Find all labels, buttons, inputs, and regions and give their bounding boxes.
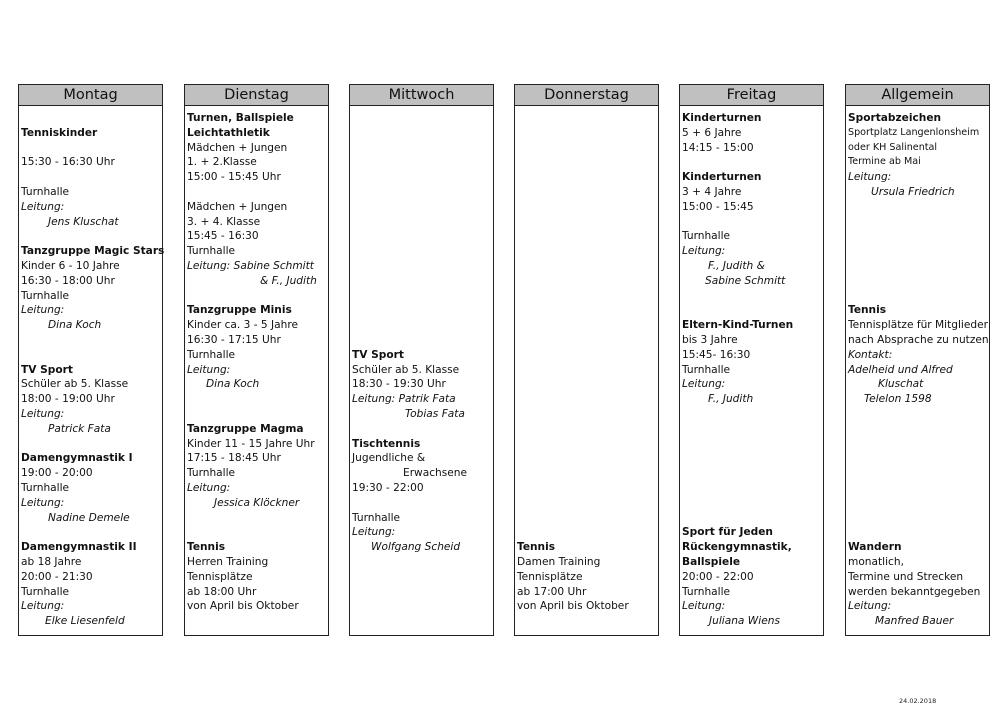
entry-title: Tennis xyxy=(517,541,556,554)
column-header: Donnerstag xyxy=(515,85,658,106)
entry-title: Tanzgruppe Magma xyxy=(187,422,304,435)
entry-text: Damen Training xyxy=(517,556,601,568)
entry-leader: Leitung: xyxy=(21,496,65,509)
entry-text: 17:15 - 18:45 Uhr xyxy=(187,452,281,465)
column-header: Mittwoch xyxy=(350,85,493,106)
entry-text: Turnhalle xyxy=(682,585,731,598)
entry-text: Turnhalle xyxy=(21,482,70,494)
entry-text: von April bis Oktober xyxy=(187,600,299,613)
entry-leader: Leitung: xyxy=(21,304,65,317)
entry-text: Turnhalle xyxy=(352,511,401,524)
entry-text: ab 17:00 Uhr xyxy=(517,585,587,598)
entry-leader: Nadine Demele xyxy=(48,511,130,524)
entry-title: Ballspiele xyxy=(682,556,741,568)
entry-text: 20:00 - 21:30 xyxy=(21,570,93,583)
entry-leader: Leitung: xyxy=(21,200,65,213)
entry-text: Kinder ca. 3 - 5 Jahre xyxy=(187,319,298,332)
entry-text: Tennisplätze für Mitglieder xyxy=(848,319,988,332)
entry-text: werden bekanntgegeben xyxy=(848,585,981,598)
entry-text: Turnhalle xyxy=(21,585,70,598)
entry-leader: Leitung: xyxy=(21,600,65,613)
entry-text: 15:45 - 16:30 xyxy=(187,230,259,243)
entry-text: 3 + 4 Jahre xyxy=(682,186,742,198)
entry-text: Jugendliche & xyxy=(352,452,426,465)
entry-leader: Elke Liesenfeld xyxy=(45,615,125,628)
entry-leader: Leitung: xyxy=(682,378,726,391)
entry-title: Eltern-Kind-Turnen xyxy=(682,319,794,332)
entry-leader: Kluschat xyxy=(878,378,924,391)
entry-text: Termine ab Mai xyxy=(848,156,921,168)
entry-title: TV Sport xyxy=(21,363,73,376)
entry-leader: Kontakt: xyxy=(848,348,893,361)
print-date: 24.02.2018 xyxy=(899,697,937,705)
entry-text: 19:00 - 20:00 xyxy=(21,467,93,480)
entry-text: Turnhalle xyxy=(187,467,236,480)
entry-text: Termine und Strecken xyxy=(848,570,964,583)
entry-text: Kinder 6 - 10 Jahre xyxy=(21,260,120,272)
entry-text: Kinder 11 - 15 Jahre Uhr xyxy=(187,437,315,450)
entry-leader: Wolfgang Scheid xyxy=(371,541,461,554)
entry-text: Erwachsene xyxy=(403,467,468,480)
entry-leader: Ursula Friedrich xyxy=(871,186,955,198)
entry-leader: Juliana Wiens xyxy=(709,615,780,628)
entry-text: Sportplatz Langenlonsheim xyxy=(848,126,980,138)
entry-leader: Manfred Bauer xyxy=(875,615,954,628)
entry-title: Wandern xyxy=(848,541,902,554)
entry-text: bis 3 Jahre xyxy=(682,334,738,346)
entry-text: ab 18:00 Uhr xyxy=(187,585,257,598)
entry-text: Turnhalle xyxy=(21,186,70,198)
entry-leader: Leitung: xyxy=(187,482,231,494)
entry-text: Schüler ab 5. Klasse xyxy=(352,363,460,376)
column-montag xyxy=(18,84,163,636)
entry-leader: Tobias Fata xyxy=(405,408,465,420)
entry-leader: & F., Judith xyxy=(260,274,317,287)
entry-leader: Leitung: xyxy=(682,600,726,613)
entry-title: Sport für Jeden xyxy=(682,526,773,539)
entry-text: Tennisplätze xyxy=(517,570,583,583)
entry-text: Schüler ab 5. Klasse xyxy=(21,378,129,391)
entry-text: Turnhalle xyxy=(21,289,70,302)
entry-text: Tennisplätze xyxy=(187,570,253,583)
entry-text: Turnhalle xyxy=(682,230,731,243)
entry-title: Tennis xyxy=(848,304,887,317)
entry-title: Tischtennis xyxy=(352,437,421,450)
entry-leader: Jens Kluschat xyxy=(48,215,119,228)
entry-text: 18:00 - 19:00 Uhr xyxy=(21,393,115,406)
entry-leader: Leitung: xyxy=(21,408,65,420)
entry-title: Damengymnastik I xyxy=(21,452,133,465)
entry-text: 16:30 - 18:00 Uhr xyxy=(21,274,115,287)
column-allgemein xyxy=(845,84,990,636)
entry-text: Turnhalle xyxy=(187,348,236,361)
entry-title: Leichtathletik xyxy=(187,126,270,139)
entry-leader: Leitung: Patrik Fata xyxy=(352,393,456,406)
entry-text: 15:45- 16:30 xyxy=(682,348,751,361)
entry-title: Damengymnastik II xyxy=(21,541,137,554)
entry-title: TV Sport xyxy=(352,348,404,361)
entry-leader: Telelon 1598 xyxy=(864,393,932,406)
entry-leader: F., Judith xyxy=(708,393,754,406)
column-header: Allgemein xyxy=(846,85,989,106)
entry-leader: Leitung: xyxy=(848,171,892,184)
entry-title: Tennis xyxy=(187,541,226,554)
entry-title: Tanzgruppe Magic Stars xyxy=(21,245,165,258)
entry-text: 19:30 - 22:00 xyxy=(352,482,424,494)
entry-text: Mädchen + Jungen xyxy=(187,200,288,213)
entry-text: oder KH Salinental xyxy=(848,141,938,153)
entry-text: Mädchen + Jungen xyxy=(187,141,288,154)
entry-leader: Leitung: xyxy=(682,245,726,258)
entry-text: Turnhalle xyxy=(187,245,236,258)
entry-text: Turnhalle xyxy=(682,363,731,376)
column-dienstag xyxy=(184,84,329,636)
column-header: Freitag xyxy=(680,85,823,106)
entry-text: von April bis Oktober xyxy=(517,600,629,613)
entry-leader: Leitung: xyxy=(187,363,231,376)
entry-title: Tanzgruppe Minis xyxy=(187,304,292,317)
entry-text: Herren Training xyxy=(187,556,269,568)
entry-text: 18:30 - 19:30 Uhr xyxy=(352,378,446,391)
entry-text: 15:30 - 16:30 Uhr xyxy=(21,156,115,169)
entry-leader: F., Judith & xyxy=(708,260,765,272)
entry-leader: Sabine Schmitt xyxy=(705,274,786,287)
entry-title: Tenniskinder xyxy=(21,126,98,139)
entry-leader: Dina Koch xyxy=(206,378,260,391)
entry-text: 14:15 - 15:00 xyxy=(682,141,754,154)
entry-text: 20:00 - 22:00 xyxy=(682,570,754,583)
entry-leader: Jessica Klöckner xyxy=(214,496,300,509)
entry-leader: Patrick Fata xyxy=(48,422,111,435)
entry-text: monatlich, xyxy=(848,556,904,568)
entry-title: Kinderturnen xyxy=(682,171,762,184)
entry-text: 1. + 2.Klasse xyxy=(187,156,257,169)
entry-text: ab 18 Jahre xyxy=(21,556,82,568)
column-header: Dienstag xyxy=(185,85,328,106)
column-mittwoch xyxy=(349,84,494,636)
entry-text: 3. + 4. Klasse xyxy=(187,215,261,228)
column-header: Montag xyxy=(19,85,162,106)
entry-text: 15:00 - 15:45 Uhr xyxy=(187,171,281,184)
column-donnerstag xyxy=(514,84,659,636)
entry-text: 16:30 - 17:15 Uhr xyxy=(187,334,281,346)
entry-title: Turnen, Ballspiele xyxy=(187,112,294,124)
entry-title: Kinderturnen xyxy=(682,112,762,124)
column-freitag xyxy=(679,84,824,636)
entry-leader: Leitung: Sabine Schmitt xyxy=(187,260,314,272)
entry-text: nach Absprache zu nutzen xyxy=(848,334,989,346)
entry-title: Rückengymnastik, xyxy=(682,541,792,554)
entry-leader: Leitung: xyxy=(352,526,396,539)
entry-text: 5 + 6 Jahre xyxy=(682,126,742,139)
entry-title: Sportabzeichen xyxy=(848,112,942,124)
entry-leader: Dina Koch xyxy=(48,319,102,332)
entry-text: 15:00 - 15:45 xyxy=(682,200,754,213)
entry-leader: Adelheid und Alfred xyxy=(848,363,953,376)
entry-leader: Leitung: xyxy=(848,600,892,613)
